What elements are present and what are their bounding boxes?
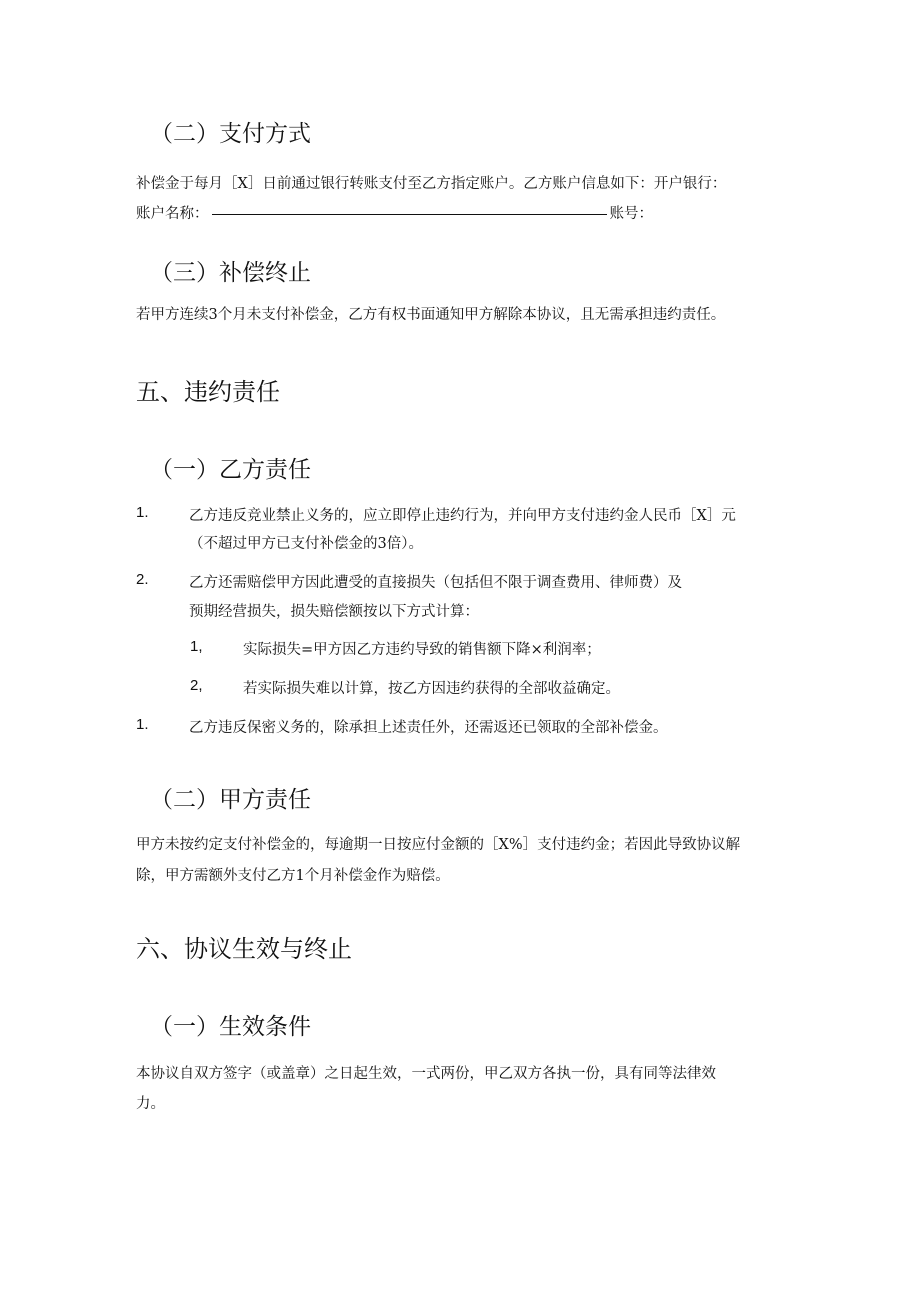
list-item-number: 1.	[136, 716, 149, 733]
list-item-number: 1.	[136, 504, 149, 521]
sub-list-item-number: 1,	[190, 638, 203, 655]
termination-paragraph: 若甲方连续3个月未支付补偿金，乙方有权书面通知甲方解除本协议，且无需承担违约责任。	[136, 307, 726, 323]
effective-conditions-paragraph-continued: 力。	[136, 1096, 165, 1112]
section-heading-compensation-termination: （三）补偿终止	[150, 260, 311, 286]
list-item-text: 乙方违反竞业禁止义务的，应立即停止违约行为，并向甲方支付违约金人民币［X］元	[189, 508, 736, 524]
effective-conditions-paragraph: 本协议自双方签字（或盖章）之日起生效，一式两份，甲乙双方各执一份，具有同等法律效	[136, 1066, 716, 1082]
list-item-text-continued: 预期经营损失，损失赔偿额按以下方式计算：	[189, 604, 479, 620]
section-heading-effectiveness-termination: 六、协议生效与终止	[136, 935, 352, 963]
payment-paragraph-line: 补偿金于每月［X］日前通过银行转账支付至乙方指定账户。乙方账户信息如下：开户银行：	[136, 176, 727, 192]
subsection-heading-party-a-liability: （二）甲方责任	[150, 787, 311, 813]
party-a-liability-paragraph: 甲方未按约定支付补偿金的，每逾期一日按应付金额的［X%］支付违约金；若因此导致协议解	[136, 837, 741, 853]
account-name-label: 账户名称：	[136, 206, 209, 222]
sub-list-item-text: 若实际损失难以计算，按乙方因违约获得的全部收益确定。	[243, 681, 620, 697]
subsection-heading-party-b-liability: （一）乙方责任	[150, 457, 311, 483]
section-heading-payment-method: （二）支付方式	[150, 121, 311, 147]
party-a-liability-paragraph-continued: 除，甲方需额外支付乙方1个月补偿金作为赔偿。	[136, 868, 450, 884]
list-item-text: 乙方还需赔偿甲方因此遭受的直接损失（包括但不限于调查费用、律师费）及	[189, 575, 682, 591]
blank-underline	[212, 213, 607, 215]
subsection-heading-effective-conditions: （一）生效条件	[150, 1014, 311, 1040]
sub-list-item-text: 实际损失=甲方因乙方违约导致的销售额下降×利润率；	[243, 642, 601, 658]
list-item-text-continued: （不超过甲方已支付补偿金的3倍）。	[189, 536, 423, 552]
account-number-label: 账号：	[609, 206, 653, 222]
account-info-line	[136, 202, 653, 223]
sub-list-item-number: 2,	[190, 677, 203, 694]
section-heading-breach-liability: 五、违约责任	[136, 378, 280, 406]
list-item-text: 乙方违反保密义务的，除承担上述责任外，还需返还已领取的全部补偿金。	[189, 720, 668, 736]
list-item-number: 2.	[136, 571, 149, 588]
